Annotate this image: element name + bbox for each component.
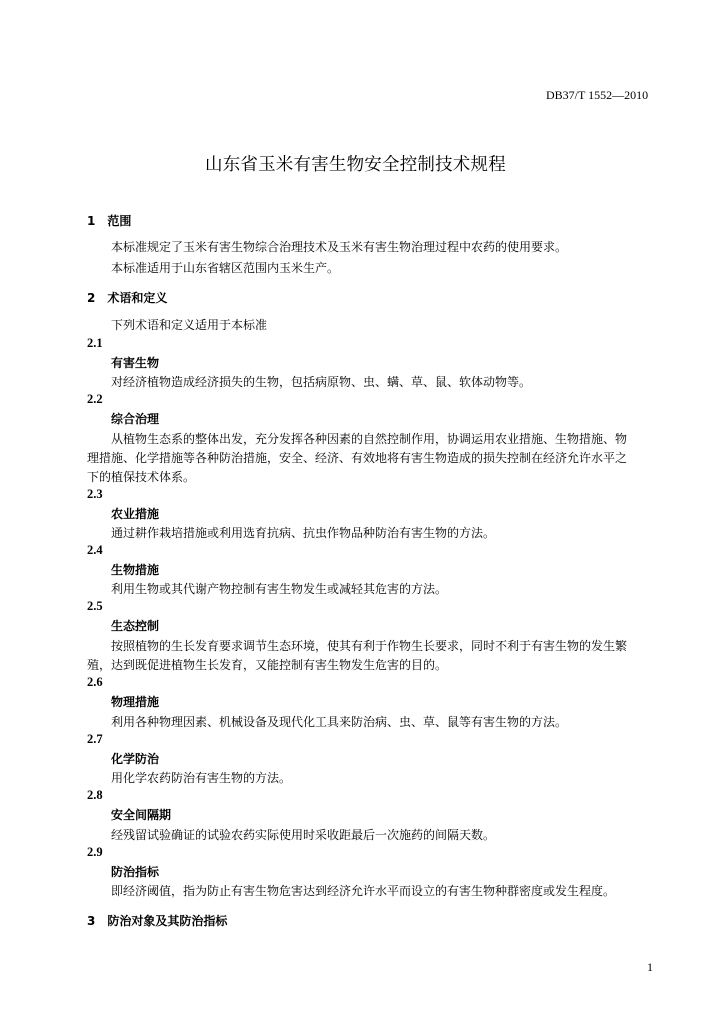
term-2-5-number: 2.5 <box>87 599 103 613</box>
page-number: 1 <box>647 960 653 974</box>
term-2-5-title: 生态控制 <box>111 619 160 633</box>
section-2-heading: 2 术语和定义 <box>87 291 168 305</box>
term-2-4-title: 生物措施 <box>111 563 160 577</box>
term-2-7-number: 2.7 <box>87 732 103 746</box>
standard-code: DB37/T 1552—2010 <box>546 88 649 102</box>
section-1-para-1: 本标准规定了玉米有害生物综合治理技术及玉米有害生物治理过程中农药的使用要求。 <box>111 240 568 254</box>
term-2-2-definition-line-3: 下的植保技术体系。 <box>87 470 196 484</box>
term-2-1-definition: 对经济植物造成经济损失的生物，包括病原物、虫、螨、草、鼠、软体动物等。 <box>111 375 532 389</box>
term-2-8-definition: 经残留试验确证的试验农药实际使用时采收距最后一次施药的间隔天数。 <box>111 828 496 842</box>
term-2-4-definition: 利用生物或其代谢产物控制有害生物发生或减轻其危害的方法。 <box>111 582 448 596</box>
section-1-heading: 1 范围 <box>87 214 132 228</box>
term-2-1-number: 2.1 <box>87 336 103 350</box>
section-2-intro: 下列术语和定义适用于本标准 <box>111 318 268 332</box>
term-2-5-definition-line-1: 按照植物的生长发育要求调节生态环境，使其有利于作物生长要求，同时不利于有害生物的发生繁 <box>111 639 628 653</box>
term-2-3-number: 2.3 <box>87 487 103 501</box>
term-2-7-definition: 用化学农药防治有害生物的方法。 <box>111 771 292 785</box>
term-2-1-title: 有害生物 <box>111 356 160 370</box>
term-2-2-number: 2.2 <box>87 392 103 406</box>
term-2-8-title: 安全间隔期 <box>111 808 172 822</box>
document-title: 山东省玉米有害生物安全控制技术规程 <box>205 155 506 175</box>
section-1-para-2: 本标准适用于山东省辖区范围内玉米生产。 <box>111 261 340 275</box>
term-2-6-definition: 利用各种物理因素、机械设备及现代化工具来防治病、虫、草、鼠等有害生物的方法。 <box>111 715 568 729</box>
term-2-2-definition-line-2: 理措施、化学措施等各种防治措施，安全、经济、有效地将有害生物造成的损失控制在经济允许水平之 <box>87 451 628 465</box>
term-2-6-number: 2.6 <box>87 675 103 689</box>
term-2-8-number: 2.8 <box>87 788 103 802</box>
term-2-9-title: 防治指标 <box>111 865 160 879</box>
term-2-2-title: 综合治理 <box>111 412 160 426</box>
term-2-7-title: 化学防治 <box>111 752 160 766</box>
term-2-5-definition-line-2: 殖，达到既促进植物生长发育，又能控制有害生物发生危害的目的。 <box>87 658 448 672</box>
term-2-4-number: 2.4 <box>87 543 103 557</box>
term-2-3-title: 农业措施 <box>111 507 160 521</box>
term-2-9-number: 2.9 <box>87 845 103 859</box>
term-2-6-title: 物理措施 <box>111 695 160 709</box>
section-3-heading: 3 防治对象及其防治指标 <box>87 914 228 928</box>
term-2-9-definition: 即经济阈值，指为防止有害生物危害达到经济允许水平而设立的有害生物种群密度或发生程度。 <box>111 884 616 898</box>
term-2-2-definition-line-1: 从植物生态系的整体出发，充分发挥各种因素的自然控制作用，协调运用农业措施、生物措施、物 <box>111 432 628 446</box>
term-2-3-definition: 通过耕作栽培措施或利用选育抗病、抗虫作物品种防治有害生物的方法。 <box>111 526 496 540</box>
